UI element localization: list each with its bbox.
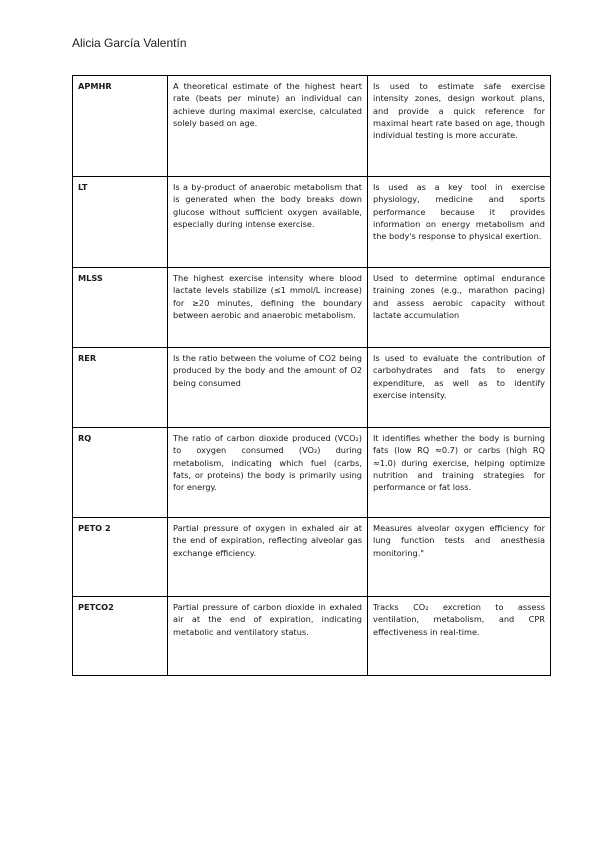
definition-cell: The ratio of carbon dioxide produced (VCO₂) to oxygen consumed (VO₂) during metabolism, indicating which fuel (carbs, fats, or proteins) the body is primarily using for energy. bbox=[168, 428, 368, 518]
definition-cell: Partial pressure of oxygen in exhaled air at the end of expiration, reflecting alveolar gas exchange efficiency. bbox=[168, 518, 368, 597]
table-row bbox=[73, 177, 551, 268]
author-name: Alicia García Valentín bbox=[72, 36, 187, 50]
application-cell: It identifies whether the body is burning fats (low RQ ≈0.7) or carbs (high RQ ≈1.0) during exercise, helping optimize nutrition and training strategies for performance or fat loss. bbox=[368, 428, 551, 518]
definition-cell: Is the ratio between the volume of CO2 being produced by the body and the amount of O2 being consumed bbox=[168, 348, 368, 428]
term-cell: APMHR bbox=[73, 76, 168, 177]
term-cell: LT bbox=[73, 177, 168, 268]
application-cell: Measures alveolar oxygen efficiency for lung function tests and anesthesia monitoring." bbox=[368, 518, 551, 597]
term-cell: PETCO2 bbox=[73, 597, 168, 676]
definition-cell: A theoretical estimate of the highest heart rate (beats per minute) an individual can achieve during maximal exercise, calculated solely based on age. bbox=[168, 76, 368, 177]
definitions-table bbox=[72, 75, 551, 676]
table-row bbox=[73, 348, 551, 428]
application-cell: Used to determine optimal endurance training zones (e.g., marathon pacing) and assess aerobic capacity without lactate accumulation bbox=[368, 268, 551, 348]
definition-cell: Is a by-product of anaerobic metabolism that is generated when the body breaks down glucose without sufficient oxygen available, especially during intense exercise. bbox=[168, 177, 368, 268]
term-cell: PETO 2 bbox=[73, 518, 168, 597]
term-cell: RER bbox=[73, 348, 168, 428]
term-cell: RQ bbox=[73, 428, 168, 518]
table-row bbox=[73, 518, 551, 597]
application-cell: Is used to estimate safe exercise intensity zones, design workout plans, and provide a quick reference for maximal heart rate based on age, though individual testing is more accurate. bbox=[368, 76, 551, 177]
application-cell: Is used as a key tool in exercise physiology, medicine and sports performance because it provides information on energy metabolism and the body's response to physical exertion. bbox=[368, 177, 551, 268]
definition-cell: The highest exercise intensity where blood lactate levels stabilize (≤1 mmol/L increase) for ≥20 minutes, defining the boundary between aerobic and anaerobic metabolism. bbox=[168, 268, 368, 348]
term-cell: MLSS bbox=[73, 268, 168, 348]
table-row bbox=[73, 268, 551, 348]
table-row bbox=[73, 597, 551, 676]
table-row bbox=[73, 428, 551, 518]
application-cell: Tracks CO₂ excretion to assess ventilation, metabolism, and CPR effectiveness in real-time. bbox=[368, 597, 551, 676]
application-cell: Is used to evaluate the contribution of carbohydrates and fats to energy expenditure, as well as to identify exercise intensity. bbox=[368, 348, 551, 428]
definition-cell: Partial pressure of carbon dioxide in exhaled air at the end of expiration, indicating metabolic and ventilatory status. bbox=[168, 597, 368, 676]
table-row bbox=[73, 76, 551, 177]
